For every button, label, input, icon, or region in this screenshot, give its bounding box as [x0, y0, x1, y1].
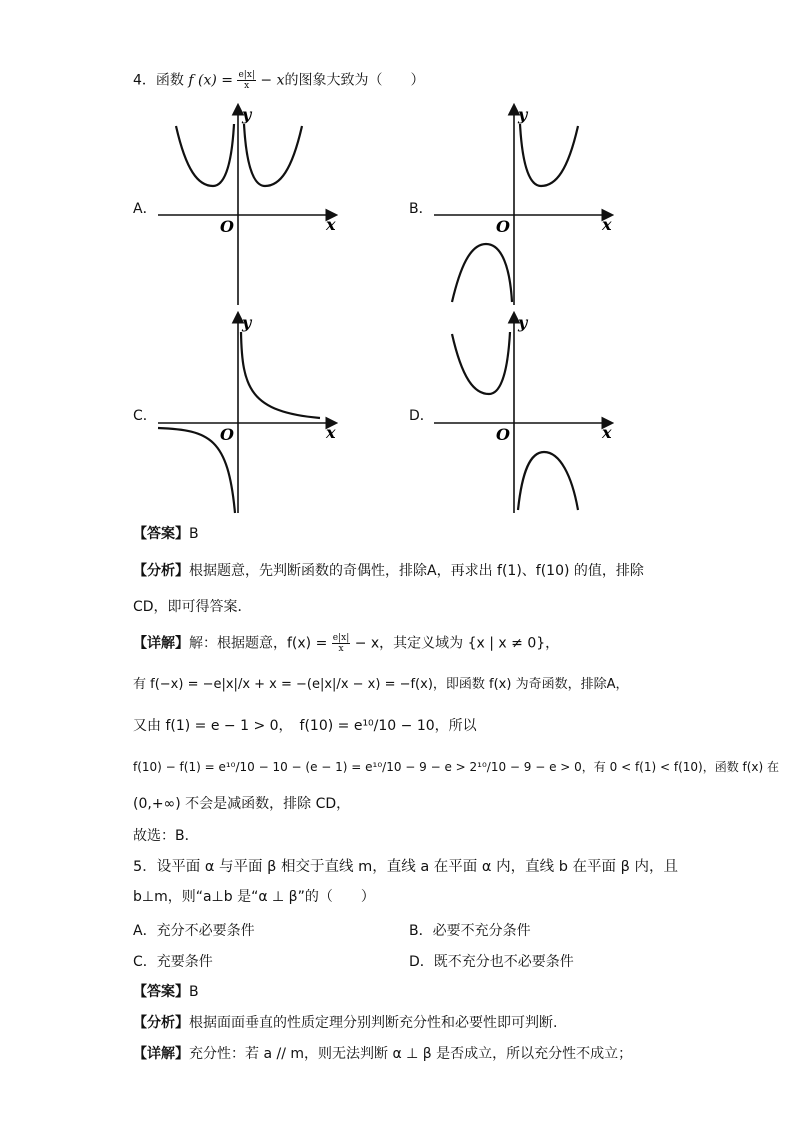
option-c-label: C． [133, 408, 157, 424]
option-b-label: B． [409, 201, 433, 217]
curve-left [452, 244, 512, 302]
graph-d [426, 308, 626, 518]
y-label: y [518, 105, 528, 124]
curve-right [244, 124, 302, 186]
x-label: x [326, 215, 336, 234]
q5-stem-line2: b⊥m，则“a⊥b 是“α ⊥ β”的（ ） [133, 889, 375, 905]
curve-right [520, 124, 578, 186]
y-label: y [242, 313, 252, 332]
graph-a [150, 100, 350, 310]
origin-label: O [220, 425, 234, 444]
q5-option-d: D．既不充分也不必要条件 [409, 954, 574, 970]
graph-c [150, 308, 350, 518]
x-label: x [326, 423, 336, 442]
y-label: y [518, 313, 528, 332]
q4-detail-fraction: $\frac{e|x|}{x}$ [332, 633, 350, 654]
q5-stem-line1: 5．设平面 α 与平面 β 相交于直线 m，直线 a 在平面 α 内，直线 b 在平面 β 内，且 [133, 859, 678, 875]
q5-detail: 【详解】充分性：若 a // m，则无法判断 α ⊥ β 是否成立，所以充分性不成立； [133, 1046, 633, 1062]
q4-analysis-line2: CD，即可得答案． [133, 599, 252, 615]
q4-analysis-line1: 【分析】根据题意，先判断函数的奇偶性，排除A，再求出 f(1)、f(10) 的值，排除 [133, 563, 644, 579]
x-label: x [602, 215, 612, 234]
origin-label: O [496, 217, 510, 236]
q5-option-b: B．必要不充分条件 [409, 923, 531, 939]
option-d-label: D． [409, 408, 434, 424]
y-label: y [242, 105, 252, 124]
option-a-label: A． [133, 201, 157, 217]
q4-detail-line1: 【详解】解：根据题意，f(x) = $\frac{e|x|}{x}$ − x，其定义域为 {x | x ≠ 0}， [133, 633, 560, 654]
q5-option-c: C．充要条件 [133, 954, 213, 970]
q5-option-a: A．充分不必要条件 [133, 923, 255, 939]
curve-left [452, 332, 510, 394]
q4-detail-line4: f(10) − f(1) = e¹⁰/10 − 10 − (e − 1) = e¹⁰/10 − 9 − e > 2¹⁰/10 − 9 − e > 0，有 0 < f(1) < f(10)，函数 f(x) 在 [133, 760, 780, 774]
q4-detail-line2: 有 f(−x) = −e|x|/x + x = −(e|x|/x − x) = −f(x)，即函数 f(x) 为奇函数，排除A， [133, 677, 629, 692]
q4-detail-line5: (0,+∞) 不会是减函数，排除 CD， [133, 796, 351, 812]
q4-stem: 4．函数 f (x) = $\frac{e|x|}{x}$ − x的图象大致为（ ） [133, 70, 425, 91]
origin-label: O [220, 217, 234, 236]
q4-fraction: $\frac{e|x|}{x}$ [238, 70, 255, 91]
q4-detail-line3: 又由 f(1) = e − 1 > 0， f(10) = e¹⁰/10 − 10，所以 [133, 718, 477, 734]
x-label: x [602, 423, 612, 442]
graph-b [426, 100, 626, 310]
curve-right [241, 332, 320, 418]
q5-answer: 【答案】B [133, 984, 199, 1000]
q5-analysis: 【分析】根据面面垂直的性质定理分别判断充分性和必要性即可判断. [133, 1015, 558, 1031]
q4-answer: 【答案】B [133, 526, 199, 542]
q4-detail-line6: 故选：B． [133, 828, 199, 844]
origin-label: O [496, 425, 510, 444]
curve-right [518, 452, 578, 510]
curve-left [176, 124, 234, 186]
